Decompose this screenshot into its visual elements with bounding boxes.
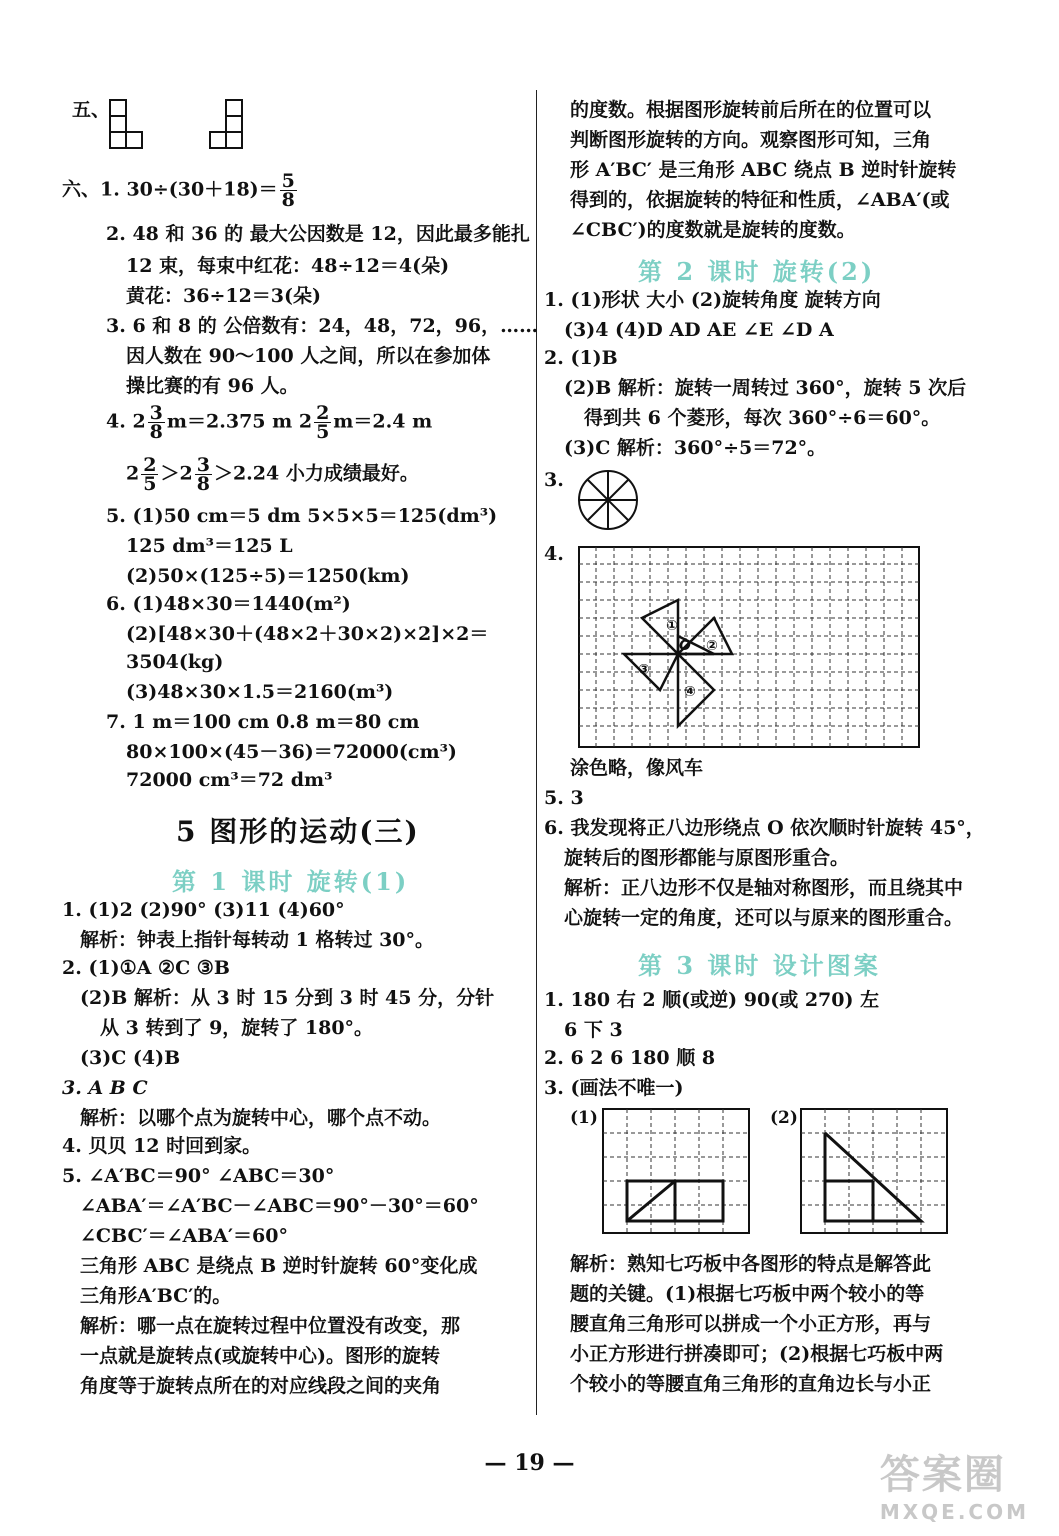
text-line: 解析：熟知七巧板中各图形的特点是解答此 [570,1253,932,1275]
text-line: 得到的，依据旋转的特征和性质，∠ABA′(或 [570,189,950,211]
text-line: 角度等于旋转点所在的对应线段之间的夹角 [80,1375,442,1397]
text-line: 形 A′BC′ 是三角形 ABC 绕点 B 逆时针旋转 [570,159,957,181]
text-part: m＝2.4 m [333,410,433,433]
text-line: (3)4 (4)D AD AE ∠E ∠D A [564,319,834,341]
section-title: 5 图形的运动(三) [176,815,420,848]
cube-view-figures [106,96,306,158]
text-line: (2)50×(125÷5)＝1250(km) [126,565,410,587]
text-line: 1. (1)形状 大小 (2)旋转角度 旋转方向 [544,289,881,311]
text-part: m＝2.375 m 2 [166,410,313,433]
tangram-figure-1 [602,1108,750,1234]
shape-label-3: ③ [638,662,650,678]
numerator: 5 [281,170,295,192]
shape-label-2: ② [706,638,718,654]
text-line: ∠ABA′＝∠A′BC－∠ABC＝90°－30°＝60° [80,1195,479,1217]
watermark-top: 答案圈 [879,1452,1006,1498]
lesson-title: 第 3 课时 设计图案 [638,951,881,980]
fraction [195,456,212,493]
fraction [314,404,331,441]
text-line: 2. 48 和 36 的 最大公因数是 12，因此最多能扎 [106,223,530,245]
text-part: 4. 2 [106,410,146,433]
windmill-grid-figure [578,546,920,750]
figure-label-1: (1) [570,1108,598,1128]
text-line: 6. 我发现将正八边形绕点 O 依次顺时针旋转 45°， [544,817,985,839]
text-line: 4. [544,543,564,565]
text-line: 解析：哪一点在旋转过程中位置没有改变，那 [80,1315,461,1337]
text-line: 1. 180 右 2 顺(或逆) 90(或 270) 左 [544,989,880,1011]
text-line: 心旋转一定的角度，还可以与原来的图形重合。 [564,907,964,929]
answer-six-1-text: 六、1. 30÷(30＋18)＝ [62,178,278,201]
text-line: ∠CBC′)的度数就是旋转的度数。 [570,219,856,241]
answer-five-label: 五、 [72,99,111,121]
text-line: 6 下 3 [564,1019,623,1041]
text-line: 腰直角三角形可以拼成一个小正方形，再与 [570,1313,932,1335]
text-line: 小正方形进行拼凑即可；(2)根据七巧板中两 [570,1343,944,1365]
numerator: 2 [316,402,330,424]
denominator: 5 [143,473,157,495]
answer-four [106,404,432,441]
text-line: 6. (1)48×30＝1440(m²) [106,593,351,615]
text-line: 2. 6 2 6 180 顺 8 [544,1047,716,1069]
fraction [148,404,165,441]
tangram-figure-2 [800,1108,948,1234]
text-line: 80×100×(45－36)＝72000(cm³) [126,741,457,763]
text-line: 判断图形旋转的方向。观察图形可知，三角 [570,129,932,151]
text-line: 从 3 转到了 9，旋转了 180°。 [100,1017,374,1039]
text-line: 7. 1 m＝100 cm 0.8 m＝80 cm [106,711,420,733]
numerator: 3 [196,454,210,476]
text-line: (2)B 解析：从 3 时 15 分到 3 时 45 分，分针 [80,987,495,1009]
text-part: 2 [126,462,140,485]
divided-circle-figure [576,468,640,532]
text-line: 5. (1)50 cm＝5 dm 5×5×5＝125(dm³) [106,505,498,527]
text-line: 3. (画法不唯一) [544,1077,684,1099]
page-number: — 19 — [484,1450,575,1476]
figure-label-2: (2) [770,1108,798,1128]
text-line: 解析：正八边形不仅是轴对称图形，而且绕其中 [564,877,964,899]
text-line: 3. A B C [62,1077,148,1099]
text-line: 个较小的等腰直角三角形的直角边长与小正 [570,1373,932,1395]
numerator: 3 [149,402,163,424]
text-part: ＞2.24 小力成绩最好。 [213,462,419,485]
text-line: (3)C (4)B [80,1047,181,1069]
text-line: 5. ∠A′BC＝90° ∠ABC＝30° [62,1165,335,1187]
lesson-title: 第 2 课时 旋转(2) [638,257,876,286]
text-line: 3504(kg) [126,651,224,673]
text-part: ＞2 [160,462,193,485]
denominator: 5 [316,421,330,443]
text-line: 2. (1)①A ②C ③B [62,957,230,979]
text-line: 1. (1)2 (2)90° (3)11 (4)60° [62,899,345,921]
lesson-title: 第 1 课时 旋转(1) [172,867,410,896]
text-line: (3)C 解析：360°÷5＝72°。 [564,437,827,459]
denominator: 8 [281,189,295,211]
text-line: 得到共 6 个菱形，每次 360°÷6＝60°。 [584,407,941,429]
watermark-logo [880,1443,1029,1524]
text-line: 三角形 ABC 是绕点 B 逆时针旋转 60°变化成 [80,1255,478,1277]
fraction [280,172,297,209]
denominator: 8 [149,421,163,443]
text-line: 三角形A′BC′的。 [80,1285,232,1307]
text-line: 旋转后的图形都能与原图形重合。 [564,847,850,869]
text-line: 125 dm³＝125 L [126,535,293,557]
text-line: (2)[48×30＋(48×2＋30×2)×2]×2＝ [126,623,489,645]
watermark-bottom: MXQE.COM [879,1500,1029,1524]
text-line: 12 束，每束中红花：48÷12＝4(朵) [126,255,450,277]
text-line: 因人数在 90～100 人之间，所以在参加体 [126,345,491,367]
text-line: 3. 6 和 8 的 公倍数有：24，48，72，96，…… [106,315,539,337]
text-line: (2)B 解析：旋转一周转过 360°，旋转 5 次后 [564,377,967,399]
shape-label-1: ① [666,618,678,634]
text-line: 4. 贝贝 12 时回到家。 [62,1135,262,1157]
text-line: 解析：以哪个点为旋转中心，哪个点不动。 [80,1107,442,1129]
numerator: 2 [143,454,157,476]
column-divider [536,90,537,1415]
shape-label-4: ④ [684,684,696,700]
text-line: 2. (1)B [544,347,618,369]
answer-four-compare [126,456,419,493]
answer-six-1 [62,172,299,209]
text-line: 涂色略，像风车 [570,757,704,779]
text-line: 一点就是旋转点(或旋转中心)。图形的旋转 [80,1345,440,1367]
text-line: 72000 cm³＝72 dm³ [126,769,333,791]
text-line: 的度数。根据图形旋转前后所在的位置可以 [570,99,932,121]
center-point-label: O [679,638,691,654]
text-line: 3. [544,469,564,491]
text-line: 操比赛的有 96 人。 [126,375,299,397]
text-line: 题的关键。(1)根据七巧板中两个较小的等 [570,1283,925,1305]
text-line: 5. 3 [544,787,584,809]
text-line: 黄花：36÷12＝3(朵) [126,285,322,307]
fraction [141,456,158,493]
text-line: ∠CBC′＝∠ABA′＝60° [80,1225,288,1247]
denominator: 8 [196,473,210,495]
text-line: 解析：钟表上指针每转动 1 格转过 30°。 [80,929,435,951]
text-line: (3)48×30×1.5＝2160(m³) [126,681,394,703]
